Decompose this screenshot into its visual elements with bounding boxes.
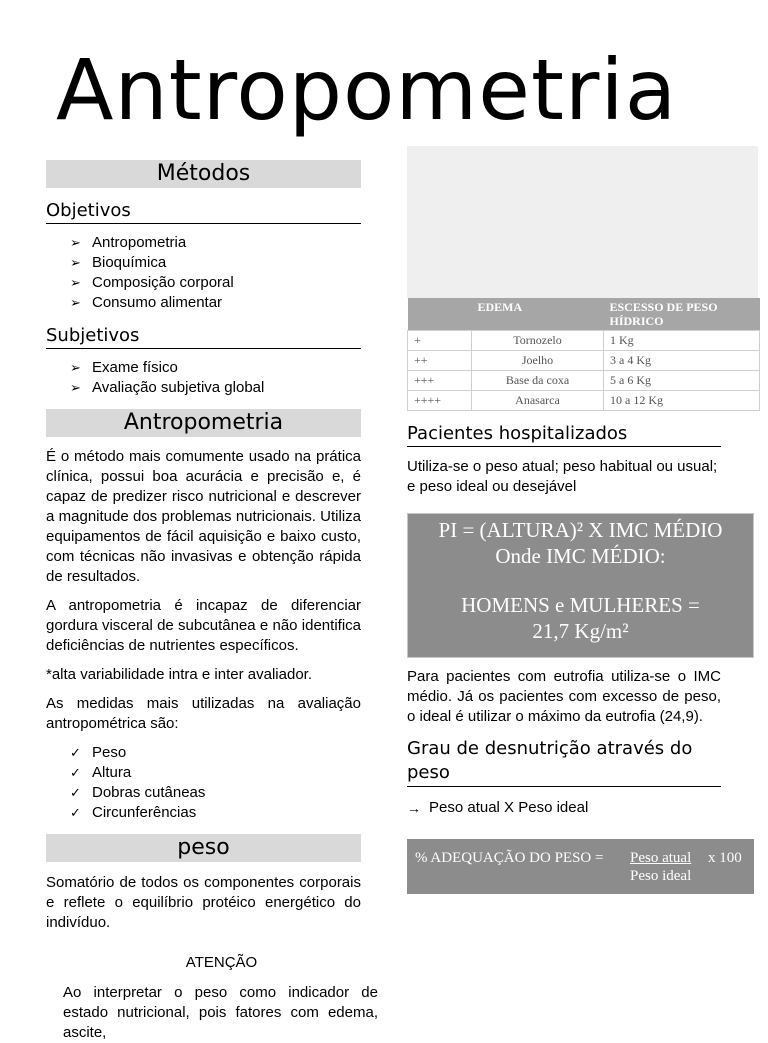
- list-item: ➢ Exame físico: [70, 359, 178, 376]
- equation-numerator: Peso atual: [630, 850, 692, 866]
- list-item: ➢ Avaliação subjetiva global: [70, 379, 265, 396]
- table-row: [408, 331, 760, 351]
- table-row: [408, 391, 760, 411]
- arrow-bullet-icon: ➢: [70, 380, 81, 395]
- list-item: ✓ Dobras cutâneas: [70, 784, 206, 801]
- cell-local: Joelho: [472, 351, 604, 371]
- list-item: ✓ Peso: [70, 744, 127, 761]
- right-arrow-icon: →: [407, 800, 421, 816]
- list-item: ✓ Circunferências: [70, 804, 197, 821]
- cell-peso: 10 a 12 Kg: [604, 391, 760, 411]
- list-objetivos: [46, 233, 361, 313]
- section-header-metodos: Métodos: [46, 160, 361, 188]
- cell-peso: 1 Kg: [604, 331, 760, 351]
- section-header-peso: peso: [46, 834, 361, 862]
- arrow-item-label: Peso atual X Peso ideal: [429, 799, 589, 816]
- paragraph-atencao: Ao interpretar o peso como indicador de estado nutricional, pois fatores com edema, ascite,: [63, 984, 378, 1041]
- list-medidas: [46, 743, 361, 823]
- left-column: [46, 160, 378, 1043]
- arrow-bullet-icon: ➢: [70, 275, 81, 290]
- arrow-bullet-icon: ➢: [70, 360, 81, 375]
- table-header-row: [408, 298, 760, 331]
- cell-grau: ++: [408, 351, 472, 371]
- heading-subjetivos: Subjetivos: [46, 325, 361, 349]
- checkmark-icon: ✓: [70, 745, 81, 760]
- figure-image: [407, 146, 758, 298]
- formula-line: 21,7 Kg/m²: [532, 619, 629, 643]
- cell-grau: ++++: [408, 391, 472, 411]
- equation-multiplier: x 100: [708, 850, 742, 866]
- heading-grau-desnutricao: Grau de desnutrição através do peso: [407, 737, 721, 787]
- heading-objetivos: Objetivos: [46, 200, 361, 224]
- list-item: ➢ Bioquímica: [70, 254, 167, 271]
- cell-peso: 3 a 4 Kg: [604, 351, 760, 371]
- list-item: ➢ Composição corporal: [70, 274, 234, 291]
- column-header-edema: EDEMA: [472, 298, 604, 331]
- formula-line: Onde IMC MÉDIO:: [495, 544, 666, 568]
- paragraph-limitacao: A antropometria é incapaz de diferenciar gordura visceral de subcutânea e não identifica deficiências de nutrientes específicos.: [46, 597, 361, 654]
- cell-grau: +: [408, 331, 472, 351]
- cell-peso: 5 a 6 Kg: [604, 371, 760, 391]
- checkmark-icon: ✓: [70, 805, 81, 820]
- column-header: [408, 298, 472, 331]
- list-item: ➢ Consumo alimentar: [70, 294, 223, 311]
- arrow-bullet-icon: ➢: [70, 255, 81, 270]
- paragraph-peso: Somatório de todos os componentes corporais e reflete o equilíbrio protéico energético do indivíduo.: [46, 874, 361, 931]
- atencao-label: ATENÇÃO: [185, 954, 258, 971]
- equation-denominator: Peso ideal: [630, 868, 692, 884]
- arrow-bullet-icon: ➢: [70, 235, 81, 250]
- checkmark-icon: ✓: [70, 765, 81, 780]
- list-subjetivos: [46, 358, 361, 398]
- cell-local: Anasarca: [472, 391, 604, 411]
- checkmark-icon: ✓: [70, 785, 81, 800]
- cell-local: Base da coxa: [472, 371, 604, 391]
- paragraph-variabilidade: *alta variabilidade intra e inter avaliador.: [46, 666, 312, 683]
- section-header-antropometria: Antropometria: [46, 409, 361, 437]
- cell-grau: +++: [408, 371, 472, 391]
- arrow-item: [407, 798, 754, 818]
- paragraph-hospitalizados: Utiliza-se o peso atual; peso habitual ou usual; e peso ideal ou desejável: [407, 458, 718, 495]
- list-item: ✓ Altura: [70, 764, 132, 781]
- paragraph-medidas: As medidas mais utilizadas na avaliação antropométrica são:: [46, 695, 361, 732]
- table-row: [408, 351, 760, 371]
- paragraph-eutrofia: Para pacientes com eutrofia utiliza-se o IMC médio. Já os pacientes com excesso de peso, o ideal é utilizar o máximo da eutrofia (24,9).: [407, 668, 721, 725]
- list-item: ➢ Antropometria: [70, 234, 187, 251]
- formula-peso-ideal: [407, 513, 754, 658]
- paragraph-definicao: É o método mais comumente usado na prática clínica, possui boa acurácia e precisão e, é capaz de predizer risco nutricional e descrever a magnitude dos problemas nutricionais. Utiliza equipamentos de fácil aquisição e baixo custo, com técnicas não invasivas e obtenção rápida de resultados.: [46, 448, 361, 585]
- heading-pacientes-hospitalizados: Pacientes hospitalizados: [407, 423, 721, 447]
- equation-prefix: % ADEQUAÇÃO DO PESO =: [415, 850, 604, 866]
- document-title: Antropometria: [56, 41, 678, 139]
- formula-line: HOMENS e MULHERES =: [461, 593, 700, 617]
- arrow-bullet-icon: ➢: [70, 295, 81, 310]
- edema-table: [407, 298, 760, 411]
- table-row: [408, 371, 760, 391]
- column-header-excesso: ESCESSO DE PESO HÍDRICO: [604, 298, 760, 331]
- right-column: [407, 146, 754, 894]
- formula-line: PI = (ALTURA)² X IMC MÉDIO: [438, 518, 723, 542]
- equation-adequacao-peso: [407, 839, 754, 894]
- cell-local: Tornozelo: [472, 331, 604, 351]
